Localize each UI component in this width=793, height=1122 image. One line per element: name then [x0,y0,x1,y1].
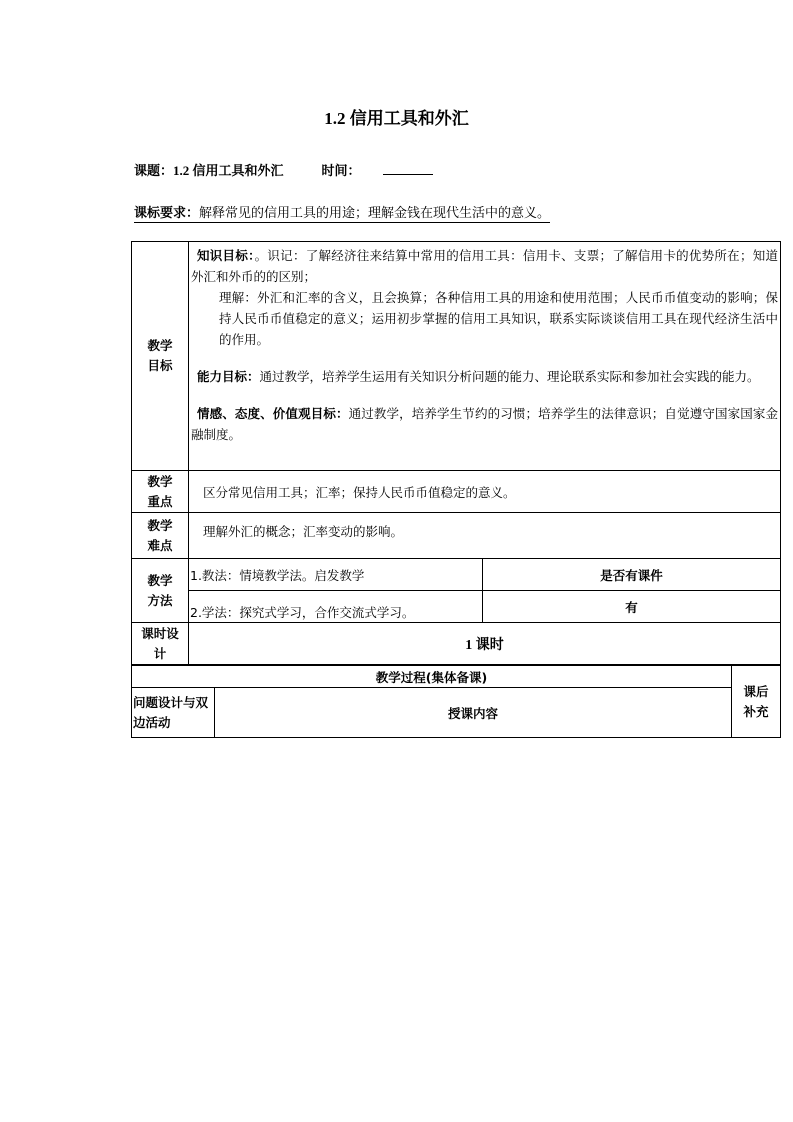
knowledge-title: 知识目标： [197,248,255,263]
topic-line [134,160,433,179]
content-label: 授课内容 [215,688,732,738]
emotion-text: 通过教学，培养学生节约的习惯；培养学生的法律意识；自觉遵守国家国家金融制度。 [191,406,778,442]
methods-row-2 [132,591,781,623]
hours-value: 1 课时 [189,623,781,665]
emotion-title: 情感、态度、价值观目标： [197,406,349,421]
topic-label: 课题： [134,164,174,179]
key-points-text: 区分常见信用工具；汇率；保持人民币币值稳定的意义。 [189,471,781,513]
key-points-label: 教学重点 [132,471,189,513]
difficulties-text: 理解外汇的概念；汇率变动的影响。 [189,513,781,559]
requirement-label: 课标要求： [134,206,200,221]
process-table [131,665,781,738]
difficulties-row [132,513,781,559]
ability-title: 能力目标： [197,369,260,384]
lesson-plan-table [131,241,781,665]
methods-label: 教学方法 [132,559,189,623]
methods-row-1 [132,559,781,591]
teaching-method: 1.教法：情境教学法。启发教学 [189,559,483,591]
document-title: 1.2 信用工具和外汇 [324,109,469,128]
hours-label: 课时设计 [132,623,189,665]
requirement-line [134,202,550,223]
goals-content [189,242,781,471]
requirement-text: 解释常见的信用工具的用途；理解金钱在现代生活中的意义。 [199,206,551,221]
learning-method: 2.学法：探究式学习，合作交流式学习。 [189,591,483,623]
after-class-label: 课后补充 [732,666,781,738]
time-label: 时间： [321,164,361,179]
courseware-label: 是否有课件 [483,559,781,591]
knowledge-line1: 。识记：了解经济往来结算中常用的信用工具：信用卡、支票；了解信用卡的优势所在；知道外汇和外币的的区别； [191,248,779,284]
difficulties-label: 教学难点 [132,513,189,559]
key-points-row [132,471,781,513]
goals-row [132,242,781,471]
courseware-value: 有 [483,591,781,623]
knowledge-line2: 理解：外汇和汇率的含义，且会换算；各种信用工具的用途和使用范围；人民币币值变动的影响；保持人民币币值稳定的意义；运用初步掌握的信用工具知识，联系实际谈谈信用工具在现代经济生活中的作用。 [219,290,779,347]
hours-row [132,623,781,665]
goals-label: 教学目标 [132,242,189,471]
ability-text: 通过教学，培养学生运用有关知识分析问题的能力、理论联系实际和参加社会实践的能力。 [259,369,760,384]
process-title: 教学过程(集体备课) [132,666,732,688]
activity-label: 问题设计与双边活动 [132,688,215,738]
time-blank [383,162,433,175]
process-title-row [132,666,781,688]
process-header-row [132,688,781,738]
topic-value: 1.2 信用工具和外汇 [173,163,284,178]
